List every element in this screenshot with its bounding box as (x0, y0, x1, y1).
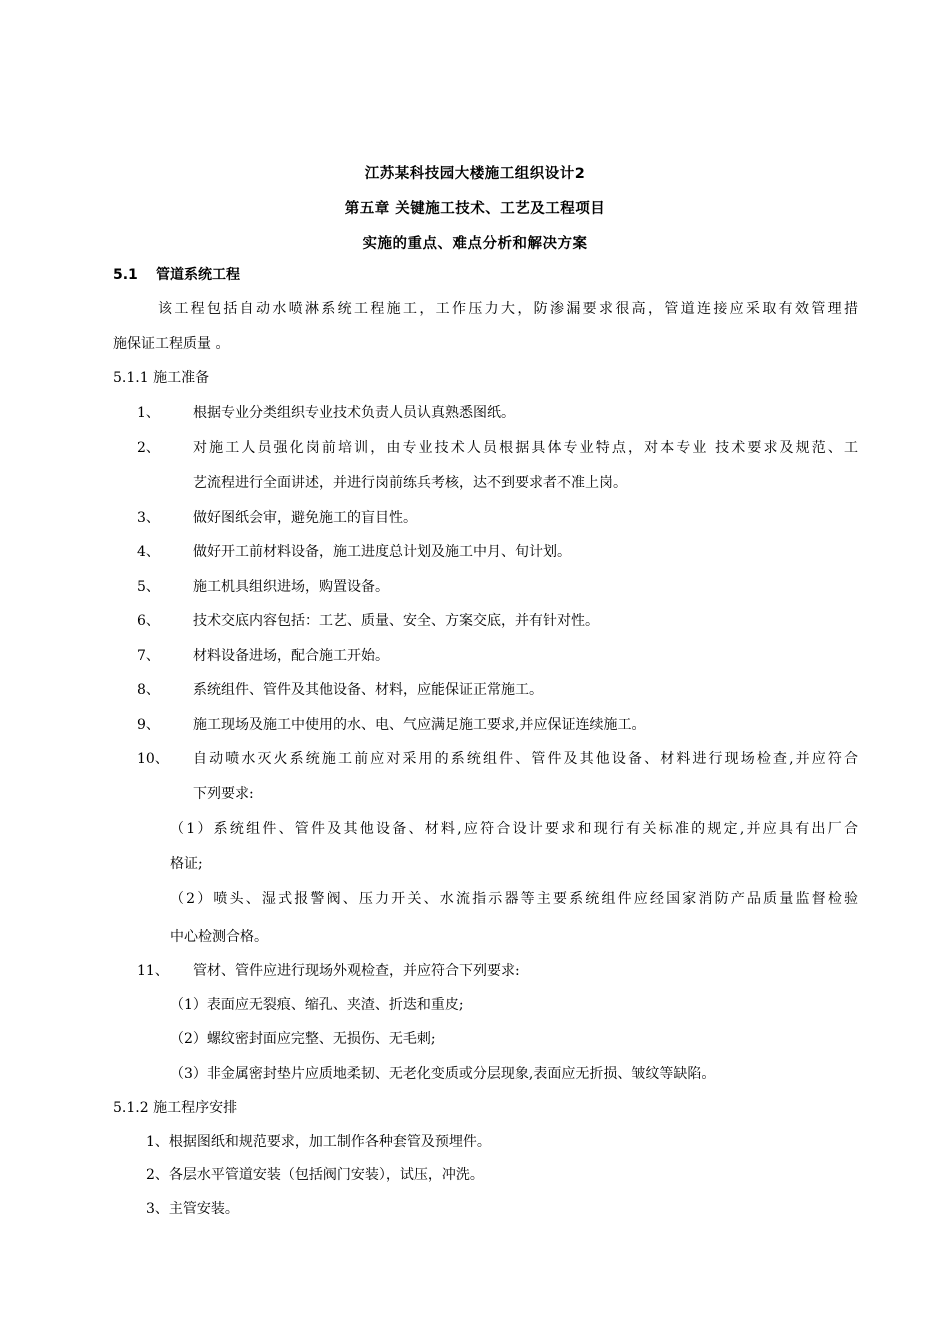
list-item-text: 1、根据图纸和规范要求，加工制作各种套管及预埋件。 (146, 1134, 491, 1150)
list-item-number: 8、 (137, 682, 160, 698)
list-item-text: 对施工人员强化岗前培训，由专业技术人员根据具体专业特点，对本专业 技术要求及规范、工 (193, 440, 858, 456)
list-item-text: 施工机具组织进场，购置设备。 (193, 579, 389, 595)
document-title-line1: 江苏某科技园大楼施工组织设计2 (364, 166, 586, 182)
list-item-number: 7、 (137, 648, 160, 664)
sub-item-text-continued: 格证; (170, 856, 203, 872)
list-item-text: 施工现场及施工中使用的水、电、气应满足施工要求,并应保证连续施工。 (193, 717, 646, 733)
sub-item-text: （2）喷头、湿式报警阀、压力开关、水流指示器等主要系统组件应经国家消防产品质量监督检验 (170, 891, 858, 907)
list-item-number: 3、 (137, 510, 160, 526)
list-item-number: 1、 (137, 405, 160, 421)
list-item-text: 材料设备进场，配合施工开始。 (193, 648, 389, 664)
document-title-line3: 实施的重点、难点分析和解决方案 (362, 236, 588, 252)
list-item-text: 2、各层水平管道安装（包括阀门安装），试压，冲洗。 (146, 1167, 484, 1183)
list-item-number: 6、 (137, 613, 160, 629)
list-item-text: 技术交底内容包括：工艺、质量、安全、方案交底，并有针对性。 (193, 613, 599, 629)
list-item-text: 3、主管安装。 (146, 1201, 239, 1217)
document-title-line2: 第五章 关键施工技术、工艺及工程项目 (344, 201, 606, 217)
section-heading: 管道系统工程 (156, 267, 240, 283)
list-item-text: 管材、管件应进行现场外观检查，并应符合下列要求: (193, 963, 520, 979)
list-item-number: 10、 (137, 751, 169, 767)
intro-paragraph-line1: 该工程包括自动水喷淋系统工程施工，工作压力大，防渗漏要求很高，管道连接应采取有效管理措 (158, 301, 858, 317)
list-item-number: 4、 (137, 544, 160, 560)
sub-item-text: （1）表面应无裂痕、缩孔、夹渣、折迭和重皮; (170, 997, 464, 1013)
sub-item-text: （1）系统组件、管件及其他设备、材料,应符合设计要求和现行有关标准的规定,并应具有出厂合 (170, 821, 858, 837)
list-item-text: 做好开工前材料设备，施工进度总计划及施工中月、旬计划。 (193, 544, 571, 560)
list-item-text: 自动喷水灭火系统施工前应对采用的系统组件、管件及其他设备、材料进行现场检查,并应符合 (193, 751, 858, 767)
sub-item-text: （3）非金属密封垫片应质地柔韧、无老化变质或分层现象,表面应无折损、皱纹等缺陷。 (170, 1066, 716, 1082)
list-item-text: 系统组件、管件及其他设备、材料，应能保证正常施工。 (193, 682, 543, 698)
sub-item-text: （2）螺纹密封面应完整、无损伤、无毛刺; (170, 1031, 436, 1047)
subsection-heading: 5.1.2 施工程序安排 (113, 1100, 238, 1116)
list-item-text: 做好图纸会审，避免施工的盲目性。 (193, 510, 417, 526)
sub-item-text-continued: 中心检测合格。 (170, 929, 268, 945)
list-item-number: 9、 (137, 717, 160, 733)
list-item-text-continued: 下列要求: (193, 786, 254, 802)
section-number: 5.1 (113, 267, 138, 283)
list-item-text-continued: 艺流程进行全面讲述，并进行岗前练兵考核，达不到要求者不准上岗。 (193, 475, 627, 491)
subsection-heading: 5.1.1 施工准备 (113, 370, 210, 386)
list-item-number: 11、 (137, 963, 169, 979)
list-item-number: 2、 (137, 440, 160, 456)
intro-paragraph-line2: 施保证工程质量 。 (113, 336, 230, 352)
list-item-number: 5、 (137, 579, 160, 595)
list-item-text: 根据专业分类组织专业技术负责人员认真熟悉图纸。 (193, 405, 515, 421)
